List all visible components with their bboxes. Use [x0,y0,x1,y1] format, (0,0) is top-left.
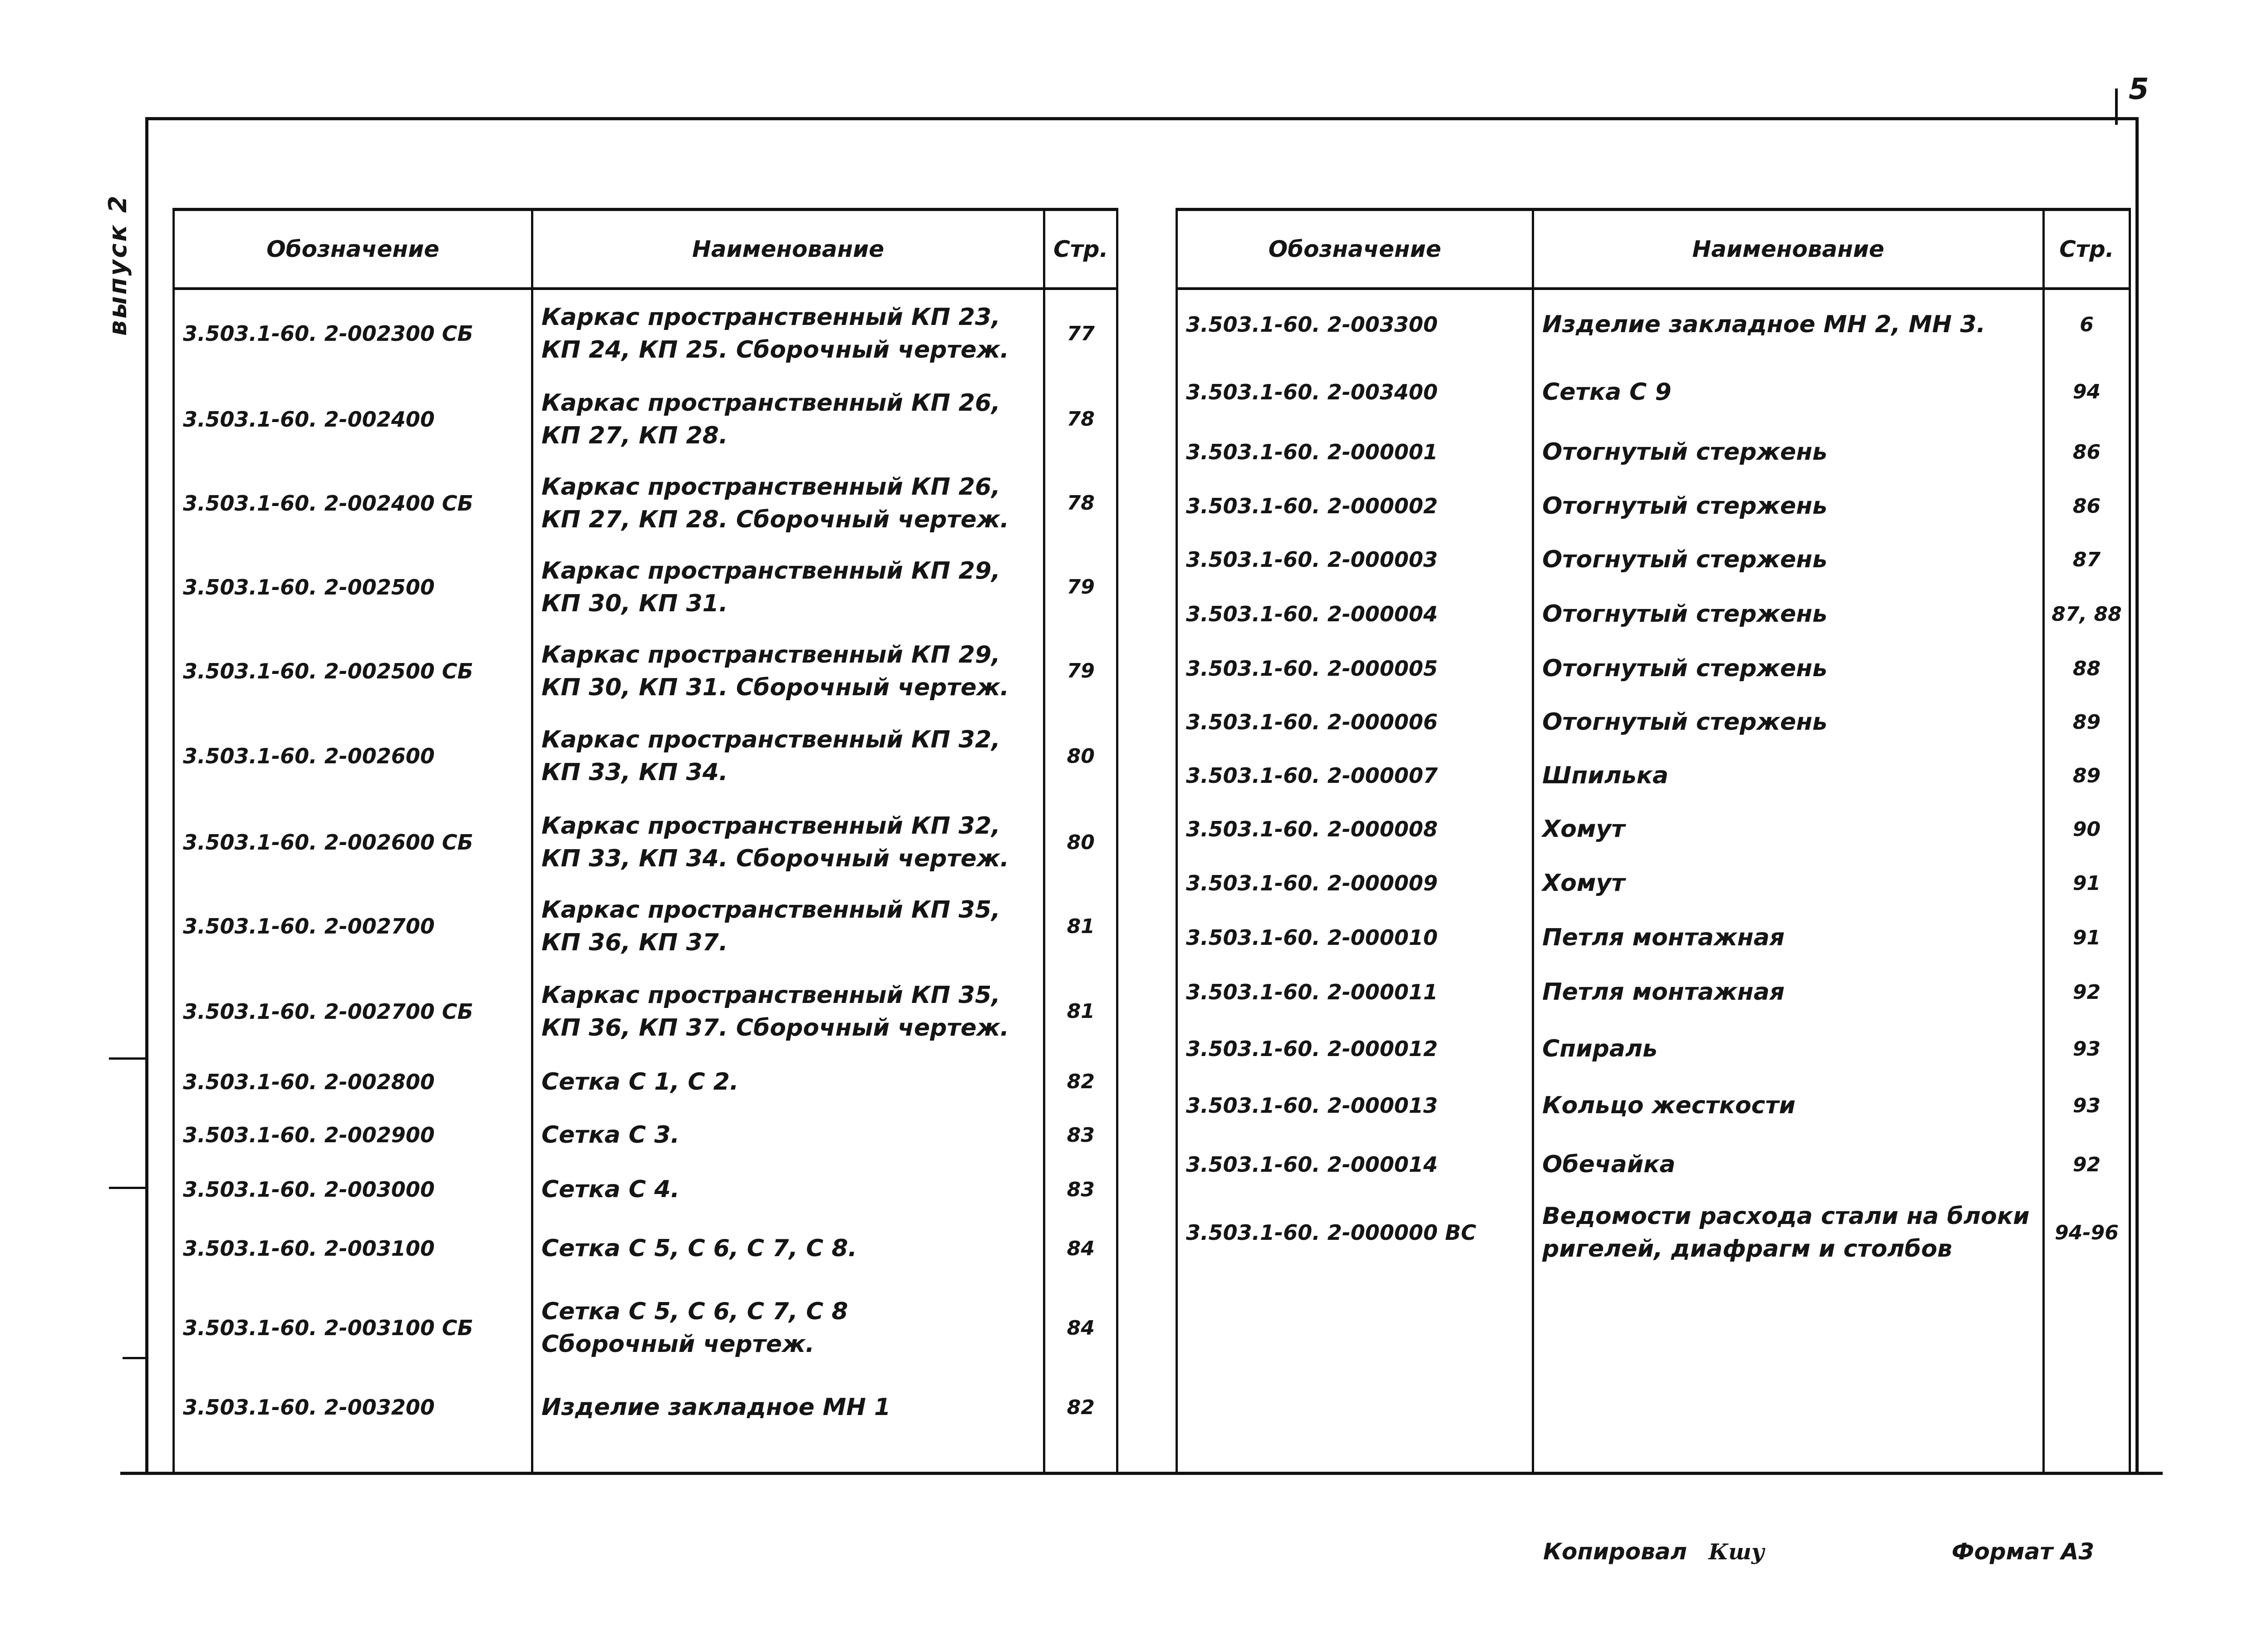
designation-cell: 3.503.1-60. 2-000011 [1177,965,1533,1019]
name-cell [532,713,1044,799]
page-cell: 83 [1044,1162,1117,1217]
table-row [1177,359,2130,425]
table-row [174,713,1117,799]
name-line-1: Обечайка [1542,1151,1676,1178]
name-line-2: КП 30, КП 31. Сборочный чертеж. [541,673,1009,701]
table-row [174,1056,1117,1108]
table-row [174,1108,1117,1162]
designation-cell: 3.503.1-60. 2-000006 [1177,695,1533,749]
name-cell [1533,1019,2044,1078]
page-cell: 83 [1044,1108,1117,1162]
page-cell: 94-96 [2044,1196,2130,1269]
name-line-1: Спираль [1542,1035,1658,1062]
designation-cell: 3.503.1-60. 2-002600 [174,713,532,799]
designation-cell: 3.503.1-60. 2-000002 [1177,479,1533,533]
name-line-1: Отогнутый стержень [1542,546,1828,573]
designation-cell: 3.503.1-60. 2-000014 [1177,1133,1533,1196]
frame-bottom-line [120,1472,2163,1475]
designation-cell: 3.503.1-60. 2-002700 СБ [174,967,532,1056]
name-line-1: Сетка С 1, С 2. [541,1068,739,1096]
page-cell: 84 [1044,1280,1117,1376]
name-line-1: Сетка С 5, С 6, С 7, С 8 [541,1298,848,1325]
page-cell: 91 [2044,856,2130,910]
name-cell [1533,1196,2044,1269]
designation-cell: 3.503.1-60. 2-003400 [1177,359,1533,425]
name-line-1: Петля монтажная [1542,924,1785,951]
page-cell: 82 [1044,1056,1117,1108]
name-cell [1533,289,2044,359]
table-row [174,885,1117,967]
page-cell: 88 [2044,642,2130,695]
side-label: выпуск 2 [103,194,132,336]
name-line-2: КП 33, КП 34. Сборочный чертеж. [541,845,1009,872]
name-cell [1533,1133,2044,1196]
table-row [174,545,1117,629]
designation-cell: 3.503.1-60. 2-000010 [1177,910,1533,965]
name-line-2: Сборочный чертеж. [541,1331,815,1358]
table-row [174,289,1117,377]
name-line-1: Каркас пространственный КП 32, [541,726,1001,753]
name-line-1: Каркас пространственный КП 29, [541,557,1001,585]
name-cell [1533,642,2044,695]
table-row [1177,533,2130,586]
table-row [174,377,1117,461]
table-row [1177,749,2130,802]
header-page: Стр. [1044,210,1117,289]
name-cell [532,545,1044,629]
name-cell [532,1162,1044,1217]
format-label: Формат А3 [1952,1538,2095,1565]
page-cell: 86 [2044,479,2130,533]
designation-cell: 3.503.1-60. 2-000001 [1177,425,1533,479]
designation-cell: 3.503.1-60. 2-000003 [1177,533,1533,586]
header-page: Стр. [2044,210,2130,289]
name-cell [1533,359,2044,425]
designation-cell: 3.503.1-60. 2-000008 [1177,802,1533,856]
designation-cell: 3.503.1-60. 2-002500 [174,545,532,629]
page-cell: 93 [2044,1078,2130,1133]
table-row [174,1280,1117,1376]
designation-cell: 3.503.1-60. 2-002300 СБ [174,289,532,377]
right-table [1176,208,2131,1472]
margin-tick-2 [109,1187,145,1189]
name-cell [1533,425,2044,479]
page-cell: 87 [2044,533,2130,586]
page-cell: 92 [2044,965,2130,1019]
name-cell [532,289,1044,377]
table-row [1177,1019,2130,1078]
table-row [174,1217,1117,1280]
name-line-1: Отогнутый стержень [1542,655,1828,682]
page-cell: 91 [2044,910,2130,965]
page-cell: 90 [2044,802,2130,856]
filler-cell [1044,1439,1117,1472]
designation-cell: 3.503.1-60. 2-003100 СБ [174,1280,532,1376]
page-number-tick [2115,88,2118,125]
name-line-1: Изделие закладное МН 1 [541,1394,891,1421]
frame-left-line [145,117,148,1474]
page-cell: 94 [2044,359,2130,425]
name-cell [532,885,1044,967]
designation-cell: 3.503.1-60. 2-003100 [174,1217,532,1280]
name-line-1: Хомут [1542,870,1625,897]
filler-row [174,1439,1117,1472]
table-row [1177,695,2130,749]
left-table-body [174,289,1117,1472]
page-cell: 78 [1044,461,1117,545]
name-line-1: Каркас пространственный КП 35, [541,981,1001,1009]
name-cell [532,1217,1044,1280]
name-line-2: КП 27, КП 28. Сборочный чертеж. [541,506,1009,533]
name-line-1: Кольцо жесткости [1542,1092,1796,1119]
page-cell: 89 [2044,749,2130,802]
designation-cell: 3.503.1-60. 2-003200 [174,1376,532,1439]
table-row [1177,802,2130,856]
page-cell: 77 [1044,289,1117,377]
designation-cell: 3.503.1-60. 2-002400 [174,377,532,461]
table-row [1177,856,2130,910]
page-cell: 89 [2044,695,2130,749]
table-row [174,629,1117,713]
table-row [174,799,1117,885]
table-row [1177,1078,2130,1133]
name-line-1: Каркас пространственный КП 29, [541,641,1001,668]
name-line-1: Петля монтажная [1542,978,1785,1006]
page-cell: 80 [1044,799,1117,885]
filler-row [1177,1269,2130,1472]
name-line-1: Отогнутый стержень [1542,600,1828,628]
designation-cell: 3.503.1-60. 2-000012 [1177,1019,1533,1078]
name-cell [532,1056,1044,1108]
table-row [1177,1133,2130,1196]
header-name: Наименование [1533,210,2044,289]
name-line-1: Каркас пространственный КП 32, [541,812,1001,840]
frame-top-line [145,117,2138,120]
name-cell [1533,1078,2044,1133]
name-line-1: Каркас пространственный КП 35, [541,896,1001,924]
designation-cell: 3.503.1-60. 2-003000 [174,1162,532,1217]
name-line-1: Сетка С 5, С 6, С 7, С 8. [541,1235,857,1262]
filler-cell [532,1439,1044,1472]
table-row [174,1162,1117,1217]
name-cell [1533,749,2044,802]
copied-label: Копировал [1543,1538,1687,1565]
name-line-2: КП 36, КП 37. [541,929,728,956]
designation-cell: 3.503.1-60. 2-000005 [1177,642,1533,695]
header-name: Наименование [532,210,1044,289]
designation-cell: 3.503.1-60. 2-002800 [174,1056,532,1108]
name-cell [532,1376,1044,1439]
margin-tick-3 [123,1357,145,1359]
name-cell [532,629,1044,713]
name-cell [1533,586,2044,642]
name-cell [532,461,1044,545]
filler-cell [2044,1269,2130,1472]
name-line-1: Каркас пространственный КП 26, [541,473,1001,501]
page-cell: 87, 88 [2044,586,2130,642]
designation-cell: 3.503.1-60. 2-000013 [1177,1078,1533,1133]
table-row [1177,586,2130,642]
name-cell [1533,802,2044,856]
filler-cell [174,1439,532,1472]
table-row [174,461,1117,545]
name-cell [532,799,1044,885]
page-number: 5 [2129,73,2149,106]
table-row [1177,642,2130,695]
name-line-2: КП 30, КП 31. [541,590,728,617]
name-line-2: КП 36, КП 37. Сборочный чертеж. [541,1014,1009,1042]
table-row [1177,1196,2130,1269]
designation-cell: 3.503.1-60. 2-000009 [1177,856,1533,910]
copied-by-block [1543,1538,1765,1565]
right-header-row [1177,210,2130,289]
margin-tick-1 [109,1057,145,1060]
header-designation: Обозначение [1177,210,1533,289]
name-cell [532,967,1044,1056]
page-cell: 78 [1044,377,1117,461]
name-line-1: Отогнутый стержень [1542,708,1828,736]
name-line-2: ригелей, диафрагм и столбов [1542,1235,1953,1263]
table-row [1177,965,2130,1019]
name-line-2: КП 33, КП 34. [541,759,728,786]
page-cell: 81 [1044,885,1117,967]
name-line-1: Ведомости расхода стали на блоки [1542,1203,2030,1230]
page-cell: 79 [1044,545,1117,629]
designation-cell: 3.503.1-60. 2-002700 [174,885,532,967]
designation-cell: 3.503.1-60. 2-000000 ВС [1177,1196,1533,1269]
page-cell: 84 [1044,1217,1117,1280]
copied-signature: Кшу [1708,1539,1765,1565]
designation-cell: 3.503.1-60. 2-000007 [1177,749,1533,802]
page-cell: 81 [1044,967,1117,1056]
name-line-1: Сетка С 3. [541,1121,680,1149]
name-cell [1533,479,2044,533]
name-cell [532,1280,1044,1376]
name-line-1: Хомут [1542,816,1625,843]
name-line-1: Сетка С 9 [1542,378,1672,406]
name-line-1: Отогнутый стержень [1542,438,1828,466]
filler-cell [1177,1269,1533,1472]
right-table-body [1177,289,2130,1472]
table-row [174,1376,1117,1439]
table-row [1177,289,2130,359]
table-row [1177,425,2130,479]
left-header-row [174,210,1117,289]
left-table [172,208,1118,1472]
page-cell: 82 [1044,1376,1117,1439]
filler-cell [1533,1269,2044,1472]
page-cell: 79 [1044,629,1117,713]
name-line-1: Отогнутый стержень [1542,492,1828,520]
designation-cell: 3.503.1-60. 2-002600 СБ [174,799,532,885]
name-cell [1533,856,2044,910]
header-designation: Обозначение [174,210,532,289]
designation-cell: 3.503.1-60. 2-002900 [174,1108,532,1162]
designation-cell: 3.503.1-60. 2-000004 [1177,586,1533,642]
page-cell: 93 [2044,1019,2130,1078]
name-line-1: Каркас пространственный КП 26, [541,389,1001,417]
name-line-1: Изделие закладное МН 2, МН 3. [1542,311,1986,338]
name-line-1: Шпилька [1542,762,1668,789]
name-line-1: Каркас пространственный КП 23, [541,304,1001,331]
name-cell [1533,695,2044,749]
name-cell [1533,965,2044,1019]
designation-cell: 3.503.1-60. 2-002500 СБ [174,629,532,713]
name-cell [532,377,1044,461]
name-cell [1533,910,2044,965]
table-row [1177,479,2130,533]
page-cell: 92 [2044,1133,2130,1196]
name-line-2: КП 27, КП 28. [541,422,728,449]
name-cell [532,1108,1044,1162]
table-row [174,967,1117,1056]
page-cell: 86 [2044,425,2130,479]
designation-cell: 3.503.1-60. 2-003300 [1177,289,1533,359]
page-cell: 6 [2044,289,2130,359]
frame-right-line [2135,117,2139,1474]
table-row [1177,910,2130,965]
page-cell: 80 [1044,713,1117,799]
name-line-1: Сетка С 4. [541,1176,680,1203]
designation-cell: 3.503.1-60. 2-002400 СБ [174,461,532,545]
name-line-2: КП 24, КП 25. Сборочный чертеж. [541,336,1009,364]
name-cell [1533,533,2044,586]
